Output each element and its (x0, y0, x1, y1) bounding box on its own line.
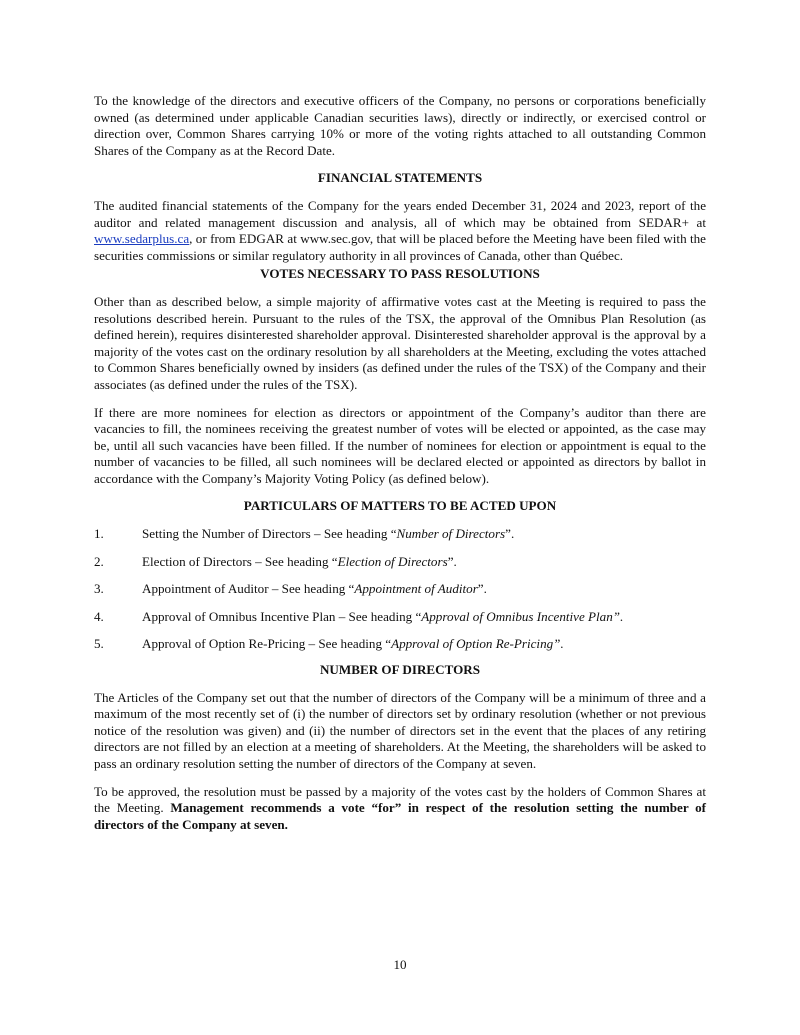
directors-text: To be approved, the resolution must be passed by a majority of the votes cast by the holders of Common Shares at the Meeting. (94, 783, 706, 816)
management-recommendation: Management recommends a vote “for” in respect of the resolution setting the number of directors of the Company at seven. (94, 800, 707, 832)
page-number: 10 (393, 957, 407, 972)
list-item-text: Election of Directors – See heading “Election of Directors”. (142, 553, 457, 569)
list-item-text: Appointment of Auditor – See heading “Appointment of Auditor”. (142, 581, 487, 597)
list-item (94, 636, 706, 653)
list-item-text: Setting the Number of Directors – See heading “Number of Directors”. (142, 526, 515, 542)
votes-paragraph-2: If there are more nominees for election as directors or appointment of the Company’s auditor than there are vacancies to fill, the nominees receiving the greatest number of votes will be elected or appointed, as the case may be, until all such vacancies have been filled. If the number of nominees for election or appointment is equal to the number of vacancies to be filled, all such nominees will be declared elected or appointed as directors by ballot in accordance with the Company’s Majority Voting Policy (as defined below). (94, 404, 706, 486)
list-item-reference: Approval of Omnibus Incentive Plan”. (421, 608, 624, 624)
list-item (94, 526, 706, 543)
votes-heading: VOTES NECESSARY TO PASS RESOLUTIONS (260, 266, 540, 282)
votes-paragraph-1: Other than as described below, a simple majority of affirmative votes cast at the Meeting is required to pass the resolutions described herein. Pursuant to the rules of the TSX, the approval of the Omnibus Plan Resolution (as defined herein), requires disinterested shareholder approval. Disinterested shareholder approval is the approval by a majority of the votes cast on the ordinary resolution by all shareholders at the Meeting, excluding the votes attached to Common Shares beneficially owned by insiders (as defined under the rules of the TSX) of the Company and their associates (as defined under the rules of the TSX). (94, 293, 706, 392)
list-item-number: 2. (94, 553, 104, 569)
directors-paragraph-2 (94, 784, 706, 834)
list-item-number: 5. (94, 636, 104, 652)
list-item (94, 554, 706, 571)
list-item-reference: Number of Directors (396, 526, 506, 542)
list-item-reference: Appointment of Auditor (354, 581, 478, 597)
list-item-number: 4. (94, 608, 104, 624)
list-item (94, 609, 706, 626)
financial-text-end: , or from EDGAR at www.sec.gov, that will be placed before the Meeting have been filed with the securities commissions or similar regulatory authority in all provinces of Canada, other than Québec. (94, 231, 706, 263)
page-content (94, 93, 706, 833)
financial-statements-paragraph (94, 198, 706, 264)
list-item-text: Approval of Omnibus Incentive Plan – See heading “Approval of Omnibus Incentive Plan”. (142, 608, 624, 624)
sedar-link[interactable]: www.sedarplus.ca (94, 231, 190, 247)
financial-statements-heading: FINANCIAL STATEMENTS (317, 170, 483, 186)
list-item-number: 1. (94, 526, 104, 542)
number-of-directors-heading: NUMBER OF DIRECTORS (319, 662, 481, 678)
list-item-text: Approval of Option Re-Pricing – See heading “Approval of Option Re-Pricing”. (142, 636, 564, 652)
particulars-heading: PARTICULARS OF MATTERS TO BE ACTED UPON (243, 498, 557, 514)
financial-text-start: The audited financial statements of the Company for the years ended December 31, 2024 and 2023, report of the auditor and related management discussion and analysis, all of which may be obtained from SEDAR+ at (94, 197, 706, 230)
list-item (94, 581, 706, 598)
intro-paragraph: To the knowledge of the directors and executive officers of the Company, no persons or corporations beneficially owned (as determined under applicable Canadian securities laws), directly or indirectly, or exercised control or direction over, Common Shares carrying 10% or more of the voting rights attached to all outstanding Common Shares of the Company as at the Record Date. (94, 93, 706, 158)
list-item-reference: Election of Directors (337, 553, 448, 569)
directors-paragraph-1: The Articles of the Company set out that the number of directors of the Company will be a minimum of three and a maximum of the most recently set of (i) the number of directors set by ordinary resolution (whether or not previous notice of the resolution was given) and (ii) the number of directors set in the event that the places of any retiring directors are not filled by an election at a meeting of shareholders. At the Meeting, the shareholders will be asked to pass an ordinary resolution setting the number of directors of the Company at seven. (94, 689, 706, 771)
list-item-number: 3. (94, 581, 104, 597)
list-item-reference: Approval of Option Re-Pricing”. (391, 636, 564, 652)
